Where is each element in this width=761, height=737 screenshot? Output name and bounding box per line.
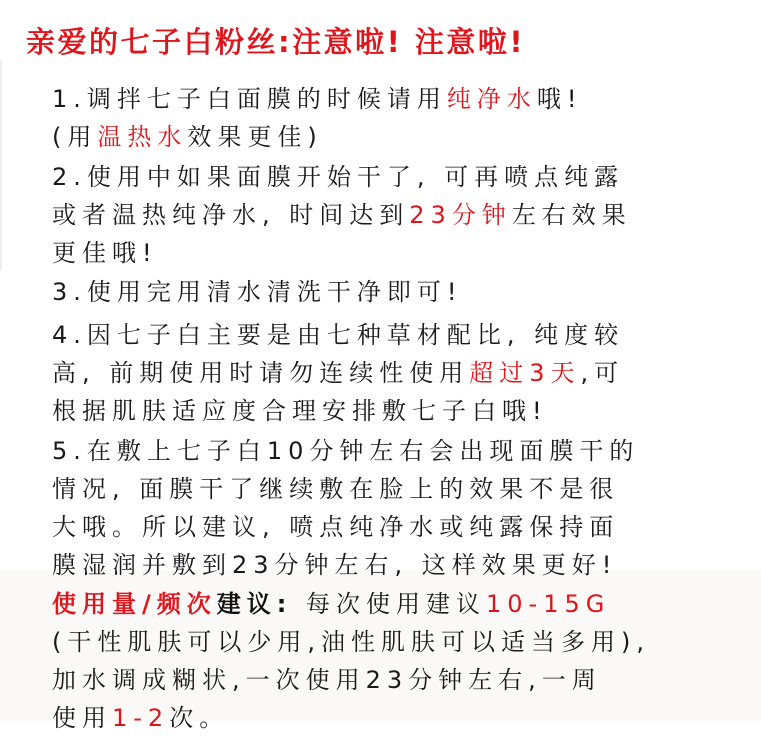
instruction-5-line-2: 情况, 面膜干了继续敷在脸上的效果不是很 [52, 475, 620, 503]
instruction-2-line-3: 更佳哦! [52, 239, 158, 267]
instruction-5 [52, 432, 742, 584]
instruction-2-line-1: 2.使用中如果面膜开始干了, 可再喷点纯露 [52, 163, 625, 191]
instruction-2 [52, 158, 742, 272]
instruction-2-line-2 [52, 196, 742, 234]
instruction-5-line-1: 5.在敷上七子白10分钟左右会出现面膜干的 [52, 437, 640, 465]
usage-label: 使用量/频次 [52, 590, 217, 618]
instruction-3-line-1: 3.使用完用清水清洗干净即可! [52, 278, 463, 306]
highlight-dosage: 10-15G [486, 590, 611, 618]
left-edge-line [0, 60, 2, 270]
instruction-2-text-end: 左右效果 [511, 201, 632, 229]
instruction-1-text: 1.调拌七子白面膜的时候请用 [52, 85, 447, 113]
instruction-1-note-end: 效果更佳) [187, 123, 323, 151]
instruction-4-line-3: 根据肌肤适应度合理安排敷七子白哦! [52, 397, 548, 425]
page-title: 亲爱的七子白粉丝:注意啦! 注意啦! [26, 25, 526, 59]
instruction-1-note-start: (用 [52, 123, 98, 151]
instruction-4-line-2 [52, 354, 742, 392]
instruction-2-text: 或者温热纯净水, 时间达到 [52, 201, 410, 229]
usage-section [52, 585, 742, 737]
usage-line-1 [52, 585, 742, 623]
instruction-1-line-1 [52, 80, 742, 118]
instruction-3 [52, 273, 742, 311]
instruction-1 [52, 80, 742, 156]
usage-frequency-end: 次。 [169, 704, 230, 732]
instruction-5-line-4: 膜湿润并敷到23分钟左右, 这样效果更好! [52, 551, 618, 579]
instruction-1-text-end: 哦! [536, 85, 583, 113]
usage-line-2: (干性肌肤可以少用,油性肌肤可以适当多用), [52, 628, 650, 656]
instruction-5-line-3: 大哦。所以建议, 喷点纯净水或纯露保持面 [52, 513, 620, 541]
instruction-4-text-end: ,可 [580, 359, 625, 387]
instruction-4 [52, 316, 742, 430]
suggestion-label: 建议: [216, 590, 293, 618]
usage-line-4 [52, 699, 742, 737]
highlight-23-minutes: 23分钟 [409, 201, 512, 229]
highlight-over-3-days: 超过3天 [469, 359, 581, 387]
instruction-4-text: 高, 前期使用时请勿连续性使用 [52, 359, 470, 387]
instruction-1-line-2 [52, 118, 742, 156]
usage-line-3: 加水调成糊状,一次使用23分钟左右,一周 [52, 666, 602, 694]
usage-text: 每次使用建议 [292, 590, 487, 618]
highlight-frequency: 1-2 [112, 704, 170, 732]
highlight-warm-water: 温热水 [97, 123, 188, 151]
usage-frequency-text: 使用 [52, 704, 112, 732]
instruction-4-line-1: 4.因七子白主要是由七种草材配比, 纯度较 [52, 321, 625, 349]
highlight-pure-water: 纯净水 [446, 85, 537, 113]
